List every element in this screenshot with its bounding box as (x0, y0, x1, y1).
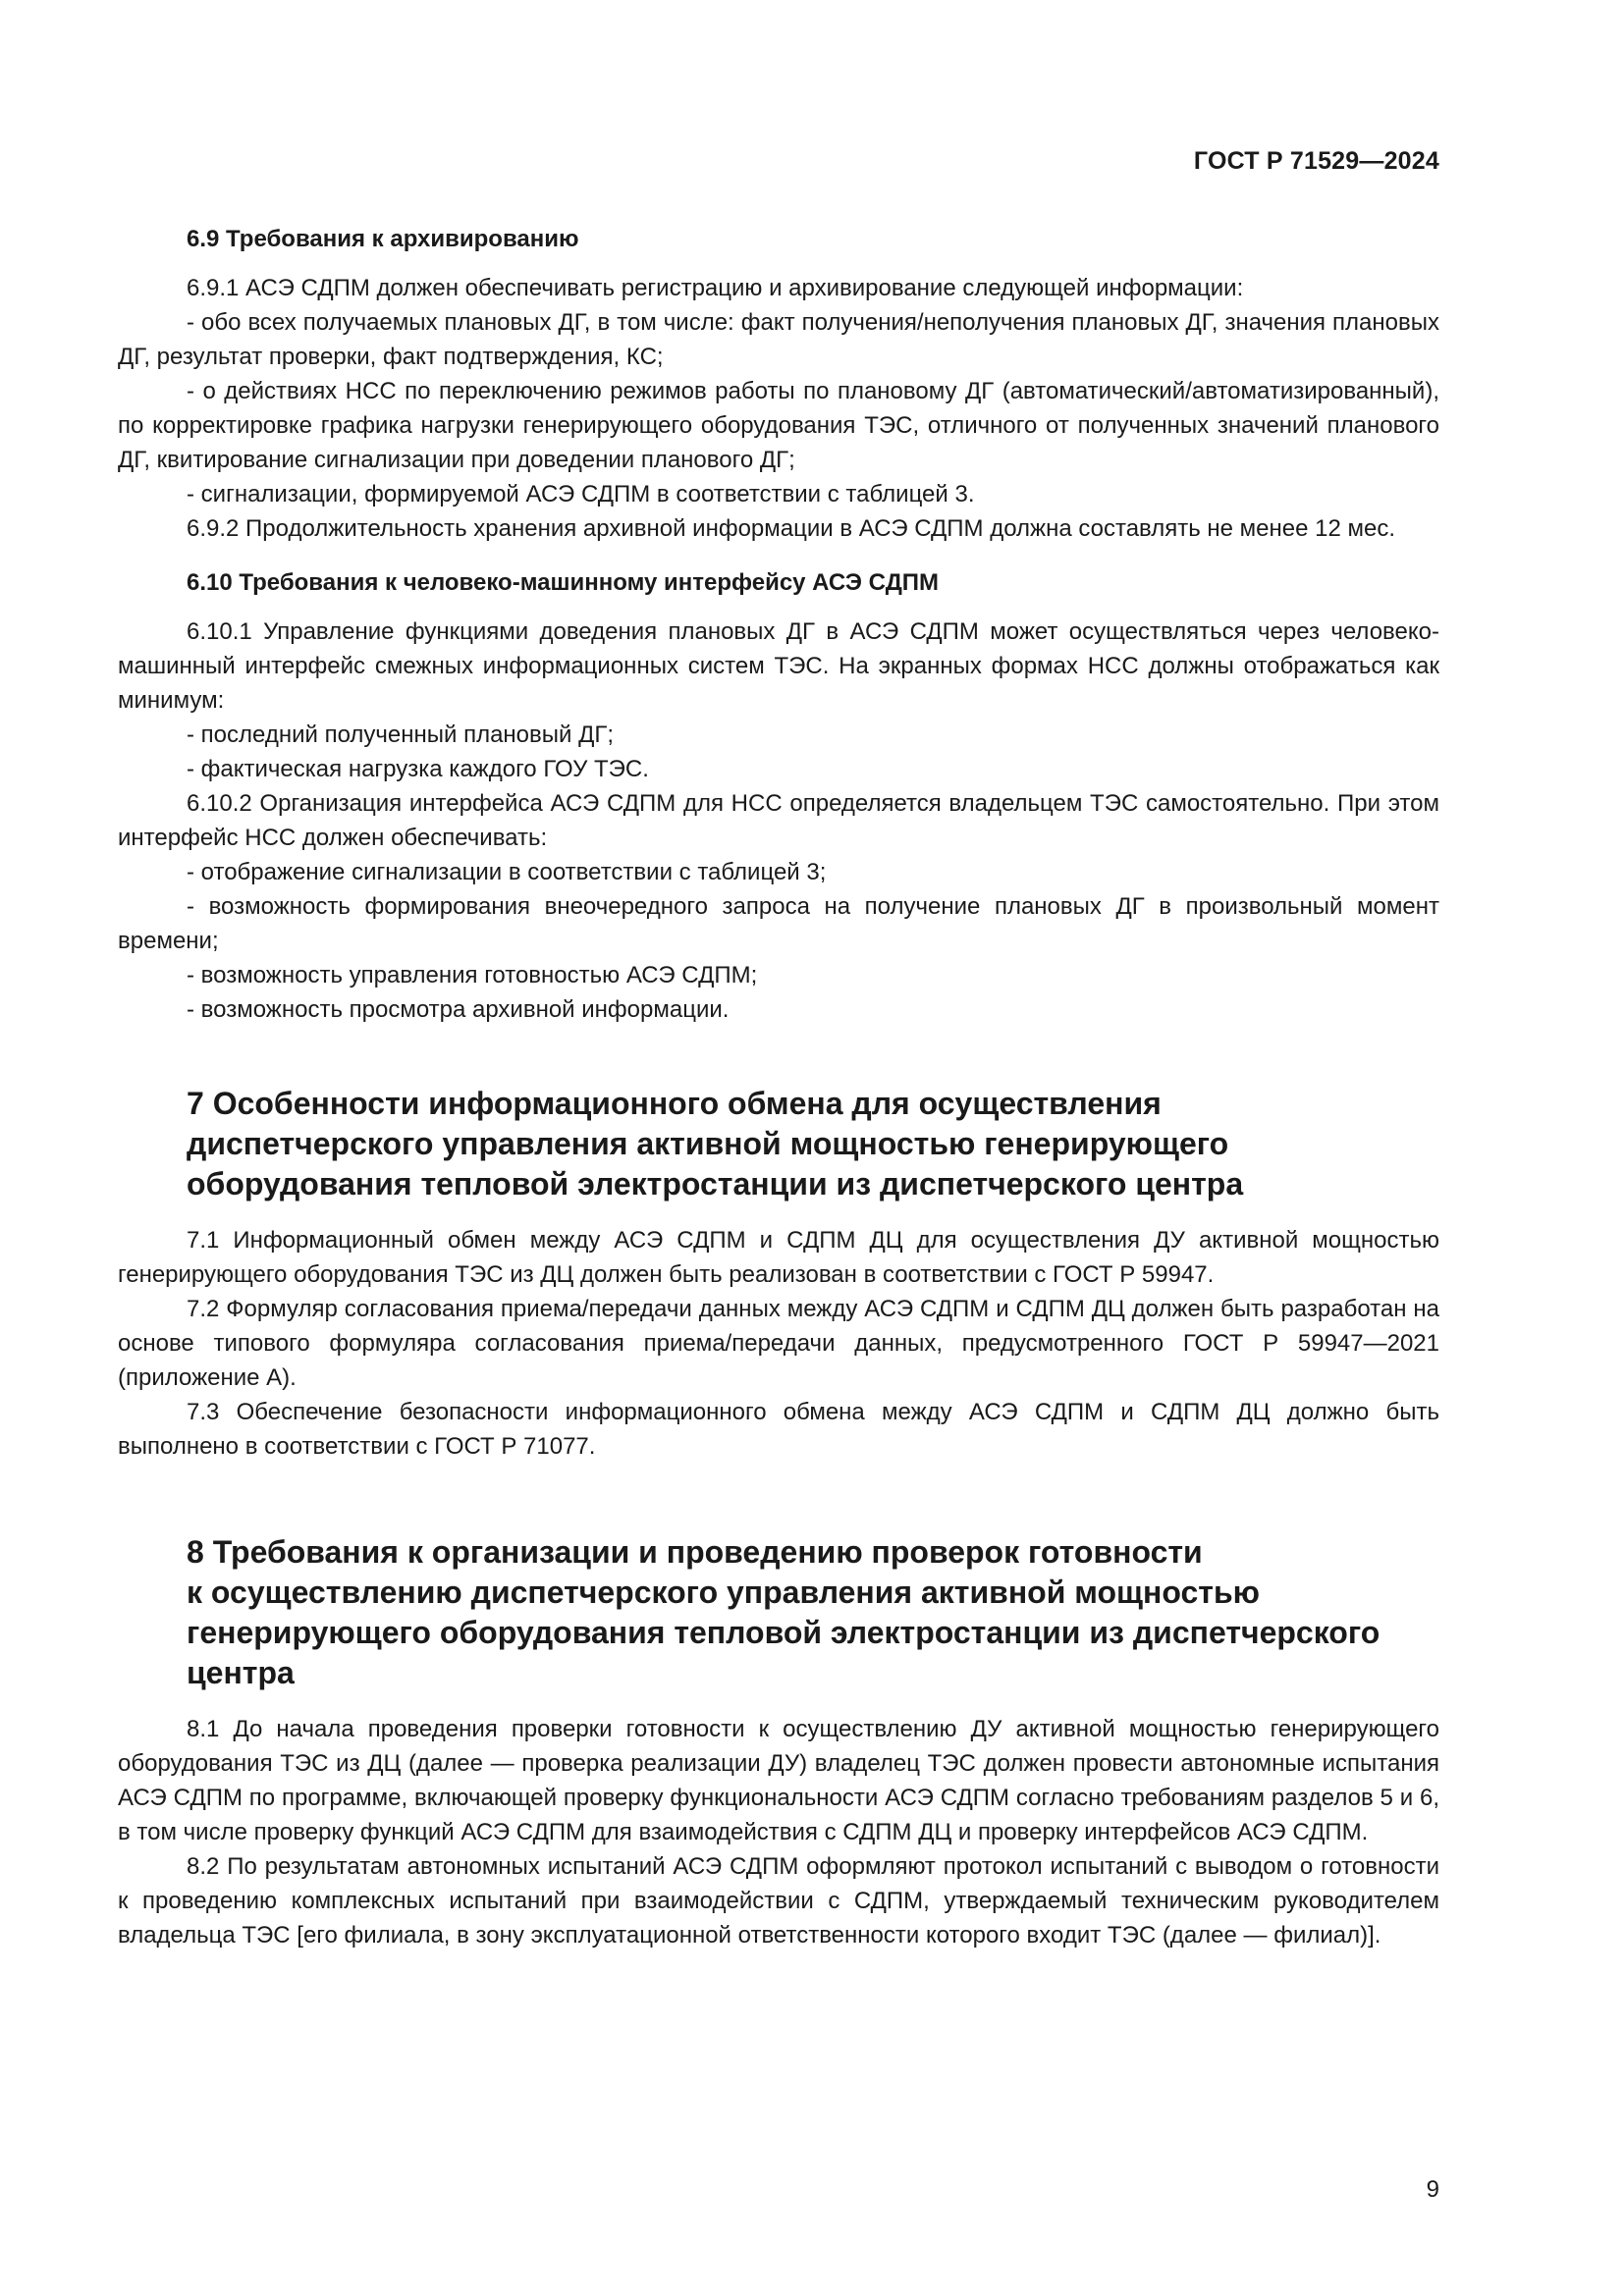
section-heading-7 (118, 1084, 1439, 1204)
section-heading-line: 8 Требования к организации и проведению проверок готовности (187, 1534, 1203, 1570)
list-item: - сигнализации, формируемой АСЭ СДПМ в соответствии с таблицей 3. (187, 481, 975, 507)
section-heading-line: диспетчерского управления активной мощностью генерирующего (187, 1126, 1229, 1161)
list-item: - фактическая нагрузка каждого ГОУ ТЭС. (187, 756, 649, 782)
page-number: 9 (1426, 2176, 1439, 2203)
section-heading-line: оборудования тепловой электростанции из диспетчерского центра (187, 1166, 1244, 1201)
list-item: - последний полученный плановый ДГ; (187, 721, 615, 748)
document-code: ГОСТ Р 71529—2024 (1193, 147, 1439, 175)
page-content (118, 222, 1439, 1952)
paragraph-6-10-2: 6.10.2 Организация интерфейса АСЭ СДПМ для НСС определяется владельцем ТЭС самостоятельно. При этом интерфейс НСС должен обеспечивать: (118, 790, 1439, 851)
paragraph-7-3: 7.3 Обеспечение безопасности информационного обмена между АСЭ СДПМ и СДПМ ДЦ должно быть выполнено в соответствии с ГОСТ Р 71077. (118, 1399, 1439, 1460)
section-heading-line: центра (187, 1655, 295, 1690)
list-item: - о действиях НСС по переключению режимов работы по плановому ДГ (автоматический/автоматизированный), по корректировке графика нагрузки генерирующего оборудования ТЭС, отличного от полученных значений планового ДГ, квитирование сигнализации при доведении планового ДГ; (118, 378, 1439, 473)
section-heading-line: генерирующего оборудования тепловой электростанции из диспетчерского (187, 1615, 1380, 1650)
subsection-heading-6-9: 6.9 Требования к архивированию (187, 226, 579, 252)
subsection-heading-6-10: 6.10 Требования к человеко-машинному интерфейсу АСЭ СДПМ (187, 569, 940, 596)
paragraph-7-1: 7.1 Информационный обмен между АСЭ СДПМ и СДПМ ДЦ для осуществления ДУ активной мощностью генерирующего оборудования ТЭС из ДЦ должен быть реализован в соответствии с ГОСТ Р 59947. (118, 1227, 1439, 1288)
section-heading-line: к осуществлению диспетчерского управления активной мощностью (187, 1575, 1260, 1610)
paragraph-8-1: 8.1 До начала проведения проверки готовности к осуществлению ДУ активной мощностью генерирующего оборудования ТЭС из ДЦ (далее — проверка реализации ДУ) владелец ТЭС должен провести автономные испытания АСЭ СДПМ по программе, включающей проверку функциональности АСЭ СДПМ согласно требованиям разделов 5 и 6, в том числе проверку функций АСЭ СДПМ для взаимодействия с СДПМ ДЦ и проверку интерфейсов АСЭ СДПМ. (118, 1716, 1439, 1845)
list-item: - отображение сигнализации в соответствии с таблицей 3; (187, 859, 827, 885)
list-item: - возможность формирования внеочередного запроса на получение плановых ДГ в произвольный момент времени; (118, 893, 1439, 954)
section-heading-8 (118, 1532, 1439, 1693)
section-heading-line: 7 Особенности информационного обмена для осуществления (187, 1086, 1162, 1121)
paragraph-8-2: 8.2 По результатам автономных испытаний АСЭ СДПМ оформляют протокол испытаний с выводом о готовности к проведению комплексных испытаний при взаимодействии с СДПМ, утверждаемый техническим руководителем владельца ТЭС [его филиала, в зону эксплуатационной ответственности которого входит ТЭС (далее — филиал)]. (118, 1853, 1439, 1949)
list-item: - возможность управления готовностью АСЭ СДПМ; (187, 962, 758, 988)
list-item: - возможность просмотра архивной информации. (187, 996, 730, 1023)
paragraph-6-9-1: 6.9.1 АСЭ СДПМ должен обеспечивать регистрацию и архивирование следующей информации: (187, 275, 1244, 301)
list-item: - обо всех получаемых плановых ДГ, в том числе: факт получения/неполучения плановых ДГ, значения плановых ДГ, результат проверки, факт подтверждения, КС; (118, 309, 1439, 370)
paragraph-6-10-1: 6.10.1 Управление функциями доведения плановых ДГ в АСЭ СДПМ может осуществляться через человеко-машинный интерфейс смежных информационных систем ТЭС. На экранных формах НСС должны отображаться как минимум: (118, 618, 1439, 714)
paragraph-6-9-2: 6.9.2 Продолжительность хранения архивной информации в АСЭ СДПМ должна составлять не менее 12 мес. (187, 515, 1396, 542)
paragraph-7-2: 7.2 Формуляр согласования приема/передачи данных между АСЭ СДПМ и СДПМ ДЦ должен быть разработан на основе типового формуляра согласования приема/передачи данных, предусмотренного ГОСТ Р 59947—2021 (приложение А). (118, 1296, 1439, 1391)
